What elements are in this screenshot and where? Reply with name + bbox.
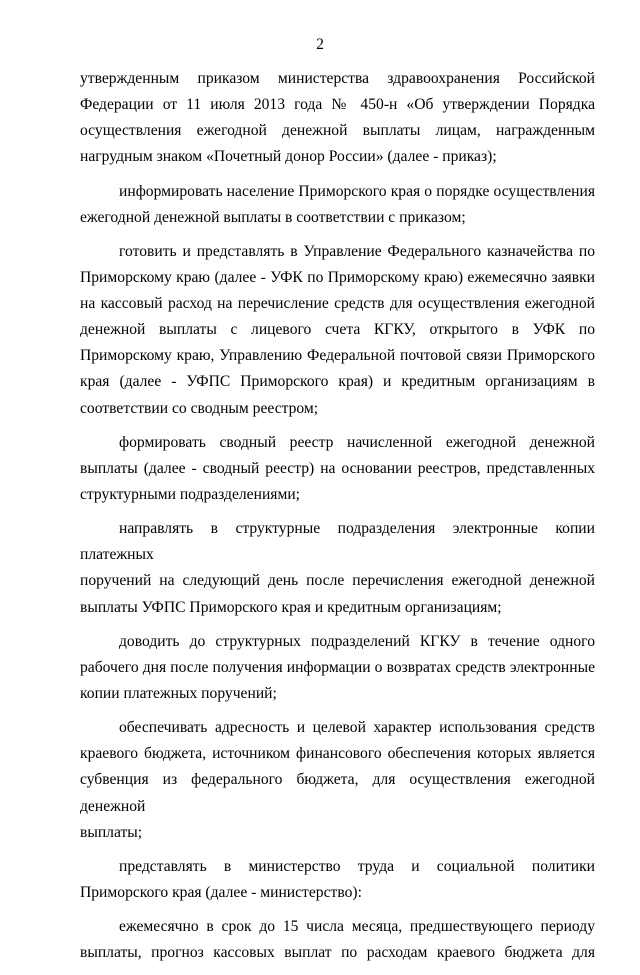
text-line: субвенция из федерального бюджета, для осуществления ежегодной денежной xyxy=(80,771,595,815)
document-body xyxy=(80,66,595,975)
paragraph xyxy=(80,239,595,422)
text-line: информировать население Приморского края о порядке осуществления xyxy=(119,182,595,200)
text-line: рабочего дня после получения информации о возвратах средств электронные xyxy=(80,658,595,676)
text-line: обеспечивать адресность и целевой характер использования средств xyxy=(119,719,595,737)
text-line: на кассовый расход на перечисление средств для осуществления ежегодной xyxy=(80,295,595,313)
text-line: поручений на следующий день после перечисления ежегодной денежной xyxy=(80,572,595,590)
paragraph xyxy=(80,430,595,508)
text-line-last: копии платежных поручений; xyxy=(80,685,277,702)
text-line: краевого бюджета, источником финансового обеспечения которых является xyxy=(80,745,595,763)
text-line: выплаты, прогноз кассовых выплат по расходам краевого бюджета для xyxy=(80,944,595,962)
text-line: Приморскому краю, Управлению Федеральной почтовой связи Приморского xyxy=(80,347,595,365)
text-line-last: структурными подразделениями; xyxy=(80,485,301,503)
text-line: выплаты (далее - сводный реестр) на основании реестров, представленных xyxy=(80,459,595,477)
text-line: осуществления ежегодной денежной выплаты лицам, награжденным xyxy=(80,122,595,140)
page-number: 2 xyxy=(316,36,324,53)
text-line-last: соответствии со сводным реестром; xyxy=(80,399,319,417)
paragraph xyxy=(80,715,595,845)
text-line-last: Приморского края (далее - министерство): xyxy=(80,884,362,902)
text-line-last: ежегодной денежной выплаты в соответствии с приказом; xyxy=(80,208,466,226)
text-line: формировать сводный реестр начисленной ежегодной денежной xyxy=(119,433,595,451)
text-line: Федерации от 11 июля 2013 года № 450-н «Об утверждении Порядка xyxy=(80,96,595,114)
text-line: денежной выплаты с лицевого счета КГКУ, открытого в УФК по xyxy=(80,321,595,339)
paragraph xyxy=(80,179,595,231)
paragraph xyxy=(80,629,595,707)
text-line: края (далее - УФПС Приморского края) и кредитным организациям в xyxy=(80,373,595,391)
text-line-last: выплаты; xyxy=(80,823,143,841)
text-line: представлять в министерство труда и социальной политики xyxy=(119,857,595,875)
text-line: доводить до структурных подразделений КГКУ в течение одного xyxy=(119,632,595,650)
text-line: Приморскому краю (далее - УФК по Приморскому краю) ежемесячно заявки xyxy=(80,269,595,287)
text-line: готовить и представлять в Управление Федерального казначейства по xyxy=(119,242,595,260)
text-line: направлять в структурные подразделения электронные копии платежных xyxy=(80,520,595,564)
text-line: утвержденным приказом министерства здравоохранения Российской xyxy=(80,70,595,87)
paragraph xyxy=(80,854,595,906)
text-line-last: выплаты УФПС Приморского края и кредитным организациям; xyxy=(80,598,502,616)
paragraph xyxy=(80,914,595,966)
paragraph xyxy=(80,66,595,170)
text-line: ежемесячно в срок до 15 числа месяца, предшествующего периоду xyxy=(119,918,595,936)
text-line-last: нагрудным знаком «Почетный донор России» (далее - приказ); xyxy=(80,148,497,166)
paragraph xyxy=(80,516,595,620)
